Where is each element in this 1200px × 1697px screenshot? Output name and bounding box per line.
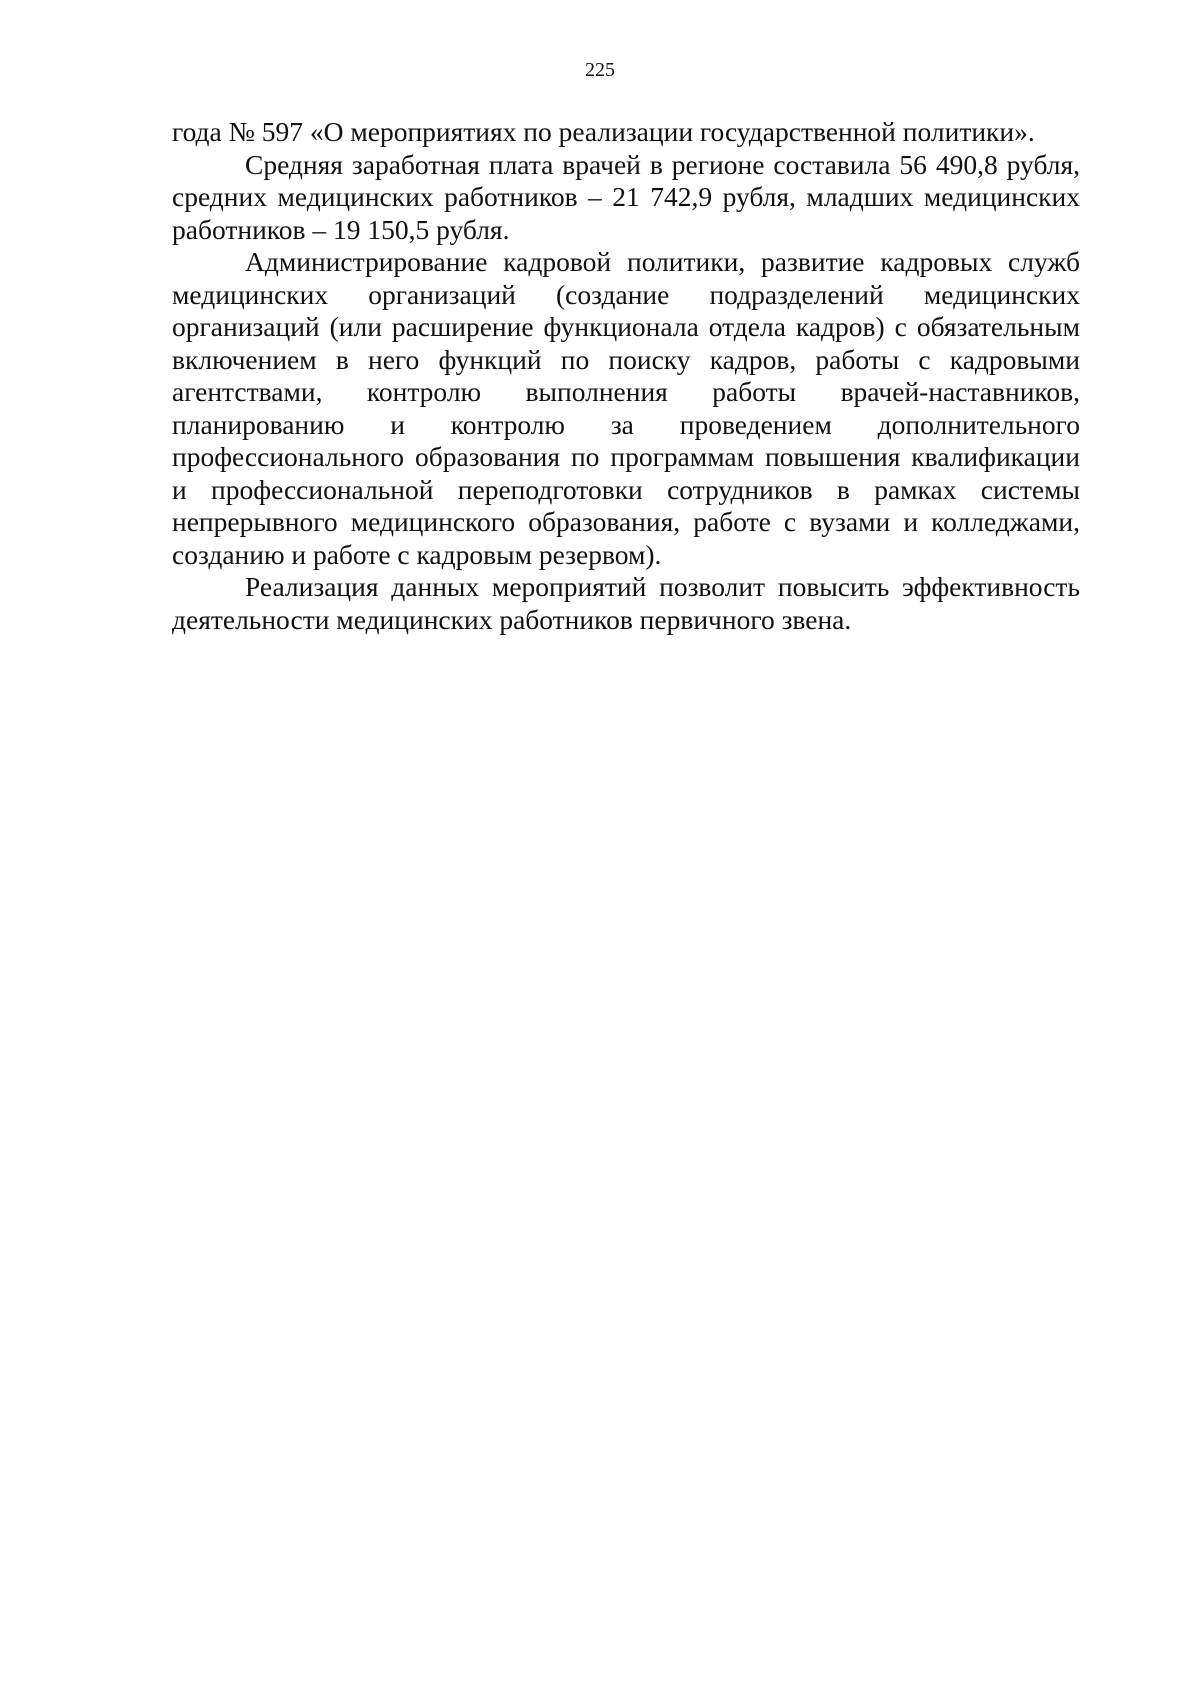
paragraph-conclusion: Реализация данных мероприятий позволит повысить эффективность деятельности медицинских работников первичного звена. [172, 571, 1080, 635]
paragraph-continuation: года № 597 «О мероприятиях по реализации государственной политики». [172, 116, 1035, 147]
document-body [172, 116, 1080, 636]
paragraph-salary: Средняя заработная плата врачей в регионе составила 56 490,8 рубля, средних медицинских работников – 21 742,9 рубля, младших медицинских работников – 19 150,5 рубля. [172, 148, 1080, 245]
page-number: 225 [585, 59, 615, 81]
paragraph-hr-administration: Администрирование кадровой политики, развитие кадровых служб медицинских организаций (создание подразделений медицинских организаций (или расширение функционала отдела кадров) с обязательным включением в него функций по поиску кадров, работы с кадровыми агентствами, контролю выполнения работы врачей-наставников, планированию и контролю за проведением дополнительного профессионального образования по программам повышения квалификации и профессиональной переподготовки сотрудников в рамках системы непрерывного медицинского образования, работе с вузами и колледжами, созданию и работе с кадровым резервом). [172, 246, 1080, 570]
